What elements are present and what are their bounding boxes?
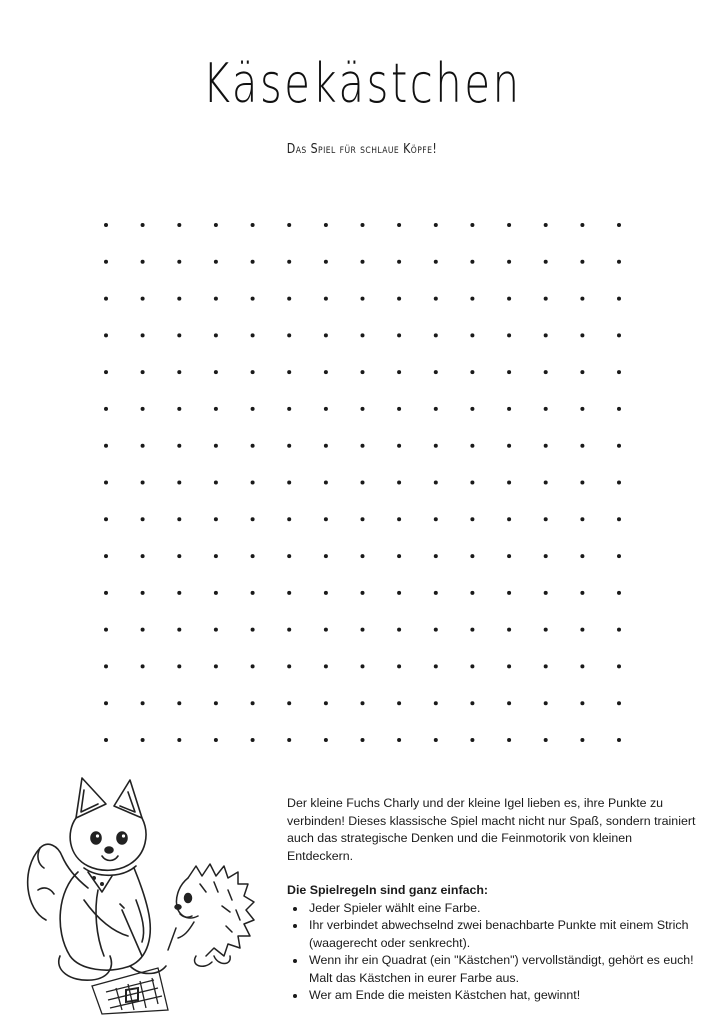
grid-dot[interactable] <box>434 701 438 705</box>
grid-dot[interactable] <box>397 481 401 485</box>
grid-dot[interactable] <box>287 517 291 521</box>
grid-dot[interactable] <box>470 444 474 448</box>
grid-dot[interactable] <box>361 664 365 668</box>
grid-dot[interactable] <box>177 333 181 337</box>
grid-dot[interactable] <box>434 444 438 448</box>
grid-dot[interactable] <box>104 664 108 668</box>
grid-dot[interactable] <box>580 260 584 264</box>
grid-dot[interactable] <box>324 444 328 448</box>
grid-dot[interactable] <box>507 370 511 374</box>
grid-dot[interactable] <box>141 223 145 227</box>
grid-dot[interactable] <box>434 297 438 301</box>
grid-dot[interactable] <box>434 370 438 374</box>
grid-dot[interactable] <box>580 370 584 374</box>
grid-dot[interactable] <box>214 370 218 374</box>
grid-dot[interactable] <box>214 407 218 411</box>
grid-dot[interactable] <box>617 333 621 337</box>
grid-dot[interactable] <box>507 664 511 668</box>
grid-dot[interactable] <box>470 628 474 632</box>
hedgehog-icon <box>168 864 254 966</box>
grid-dot[interactable] <box>470 370 474 374</box>
grid-dot[interactable] <box>104 370 108 374</box>
grid-dot[interactable] <box>104 628 108 632</box>
grid-dot[interactable] <box>287 370 291 374</box>
fox-icon <box>28 778 166 980</box>
grid-dot[interactable] <box>397 407 401 411</box>
grid-dot[interactable] <box>434 517 438 521</box>
grid-dot[interactable] <box>287 407 291 411</box>
grid-dot[interactable] <box>324 628 328 632</box>
grid-dot[interactable] <box>251 517 255 521</box>
grid-dot[interactable] <box>507 444 511 448</box>
rule-item: • Wer am Ende die meisten Kästchen hat, gewinnt! <box>307 987 697 1005</box>
grid-dot[interactable] <box>397 664 401 668</box>
grid-dot[interactable] <box>397 223 401 227</box>
grid-dot[interactable] <box>397 628 401 632</box>
grid-dot[interactable] <box>324 517 328 521</box>
grid-dot[interactable] <box>507 517 511 521</box>
grid-dot[interactable] <box>214 481 218 485</box>
grid-dot[interactable] <box>104 554 108 558</box>
grid-dot[interactable] <box>287 738 291 742</box>
grid-dot[interactable] <box>617 407 621 411</box>
grid-dot[interactable] <box>580 554 584 558</box>
grid-dot[interactable] <box>470 297 474 301</box>
grid-dot[interactable] <box>580 481 584 485</box>
grid-dot[interactable] <box>580 333 584 337</box>
grid-dot[interactable] <box>177 297 181 301</box>
grid-dot[interactable] <box>544 628 548 632</box>
grid-dot[interactable] <box>324 701 328 705</box>
grid-dot[interactable] <box>251 481 255 485</box>
grid-dot[interactable] <box>361 554 365 558</box>
grid-dot[interactable] <box>507 481 511 485</box>
grid-dot[interactable] <box>470 407 474 411</box>
grid-dot[interactable] <box>251 407 255 411</box>
grid-dot[interactable] <box>580 297 584 301</box>
grid-dot[interactable] <box>141 554 145 558</box>
grid-dot[interactable] <box>324 738 328 742</box>
page-subtitle: Das Spiel für schlaue Köpfe! <box>286 142 438 157</box>
grid-dot[interactable] <box>361 223 365 227</box>
grid-dot[interactable] <box>287 333 291 337</box>
grid-dot[interactable] <box>141 591 145 595</box>
grid-dot[interactable] <box>104 444 108 448</box>
grid-dot[interactable] <box>141 628 145 632</box>
grid-dot[interactable] <box>141 481 145 485</box>
grid-dot[interactable] <box>251 370 255 374</box>
rule-item: • Wenn ihr ein Quadrat (ein "Kästchen") vervollständigt, gehört es euch! Malt das Kästchen in eurer Farbe aus. <box>307 952 697 987</box>
grid-dot[interactable] <box>617 701 621 705</box>
grid-dot[interactable] <box>177 591 181 595</box>
grid-dot[interactable] <box>141 407 145 411</box>
grid-dot[interactable] <box>507 738 511 742</box>
grid-dot[interactable] <box>251 260 255 264</box>
grid-dot[interactable] <box>324 260 328 264</box>
grid-dot[interactable] <box>507 407 511 411</box>
grid-dot[interactable] <box>177 664 181 668</box>
grid-dot[interactable] <box>397 701 401 705</box>
grid-dot[interactable] <box>470 591 474 595</box>
grid-dot[interactable] <box>580 701 584 705</box>
grid-dot[interactable] <box>287 481 291 485</box>
grid-dot[interactable] <box>580 591 584 595</box>
grid-dot[interactable] <box>361 260 365 264</box>
rules-list <box>287 900 697 1005</box>
grid-dot[interactable] <box>251 628 255 632</box>
grid-dot[interactable] <box>251 444 255 448</box>
grid-dot[interactable] <box>544 517 548 521</box>
grid-dot[interactable] <box>141 664 145 668</box>
grid-dot[interactable] <box>544 481 548 485</box>
grid-dot[interactable] <box>397 370 401 374</box>
grid-dot[interactable] <box>544 223 548 227</box>
grid-dot[interactable] <box>251 738 255 742</box>
grid-dot[interactable] <box>544 664 548 668</box>
grid-dot[interactable] <box>177 554 181 558</box>
grid-dot[interactable] <box>324 407 328 411</box>
grid-dot[interactable] <box>617 591 621 595</box>
grid-dot[interactable] <box>324 333 328 337</box>
page-title: Käsekästchen <box>202 52 522 115</box>
grid-dot[interactable] <box>397 517 401 521</box>
grid-dot[interactable] <box>507 628 511 632</box>
rule-item: • Ihr verbindet abwechselnd zwei benachbarte Punkte mit einem Strich (waagerecht oder senkrecht). <box>307 917 697 952</box>
grid-dot[interactable] <box>214 628 218 632</box>
grid-dot[interactable] <box>141 517 145 521</box>
grid-dot[interactable] <box>507 223 511 227</box>
grid-dot[interactable] <box>544 297 548 301</box>
grid-dot[interactable] <box>507 554 511 558</box>
grid-dot[interactable] <box>544 260 548 264</box>
grid-dot[interactable] <box>434 591 438 595</box>
grid-dot[interactable] <box>214 260 218 264</box>
grid-dot[interactable] <box>251 664 255 668</box>
grid-dot[interactable] <box>434 628 438 632</box>
grid-dot[interactable] <box>507 260 511 264</box>
grid-dot[interactable] <box>324 370 328 374</box>
grid-dot[interactable] <box>287 554 291 558</box>
grid-dot[interactable] <box>617 664 621 668</box>
grid-dot[interactable] <box>141 260 145 264</box>
grid-dot[interactable] <box>177 260 181 264</box>
paper-sheet-icon <box>92 968 168 1014</box>
grid-dot[interactable] <box>470 517 474 521</box>
grid-dot[interactable] <box>324 591 328 595</box>
grid-dot[interactable] <box>104 701 108 705</box>
grid-dot[interactable] <box>397 591 401 595</box>
grid-dot[interactable] <box>361 407 365 411</box>
grid-dot[interactable] <box>361 370 365 374</box>
grid-dot[interactable] <box>141 333 145 337</box>
grid-dot[interactable] <box>507 701 511 705</box>
grid-dot[interactable] <box>617 628 621 632</box>
grid-dot[interactable] <box>251 223 255 227</box>
grid-dot[interactable] <box>434 223 438 227</box>
grid-dot[interactable] <box>177 370 181 374</box>
grid-dot[interactable] <box>580 407 584 411</box>
rule-item: • Jeder Spieler wählt eine Farbe. <box>307 900 697 918</box>
grid-dot[interactable] <box>361 297 365 301</box>
grid-dot[interactable] <box>507 297 511 301</box>
grid-dot[interactable] <box>287 260 291 264</box>
grid-dot[interactable] <box>507 333 511 337</box>
grid-dot[interactable] <box>544 591 548 595</box>
grid-dot[interactable] <box>141 370 145 374</box>
grid-dot[interactable] <box>214 738 218 742</box>
grid-dot[interactable] <box>104 738 108 742</box>
grid-dot[interactable] <box>104 591 108 595</box>
grid-dot[interactable] <box>324 481 328 485</box>
grid-dot[interactable] <box>470 738 474 742</box>
grid-dot[interactable] <box>617 297 621 301</box>
grid-dot[interactable] <box>397 554 401 558</box>
grid-dot[interactable] <box>580 738 584 742</box>
grid-dot[interactable] <box>544 333 548 337</box>
grid-dot[interactable] <box>361 701 365 705</box>
grid-dot[interactable] <box>251 701 255 705</box>
grid-dot[interactable] <box>580 444 584 448</box>
grid-dot[interactable] <box>361 517 365 521</box>
grid-dot[interactable] <box>470 701 474 705</box>
grid-dot[interactable] <box>544 444 548 448</box>
grid-dot[interactable] <box>104 297 108 301</box>
grid-dot[interactable] <box>580 223 584 227</box>
grid-dot[interactable] <box>544 407 548 411</box>
text-block <box>287 795 697 1005</box>
grid-dot[interactable] <box>544 701 548 705</box>
grid-dot[interactable] <box>397 333 401 337</box>
grid-dot[interactable] <box>434 481 438 485</box>
grid-dot[interactable] <box>361 738 365 742</box>
grid-dot[interactable] <box>434 260 438 264</box>
grid-dot[interactable] <box>397 444 401 448</box>
grid-dot[interactable] <box>287 701 291 705</box>
grid-dot[interactable] <box>580 628 584 632</box>
grid-dot[interactable] <box>470 333 474 337</box>
grid-dot[interactable] <box>287 591 291 595</box>
grid-dot[interactable] <box>177 628 181 632</box>
grid-dot[interactable] <box>361 444 365 448</box>
grid-dot[interactable] <box>544 738 548 742</box>
grid-dot[interactable] <box>141 444 145 448</box>
grid-dot[interactable] <box>287 297 291 301</box>
grid-dot[interactable] <box>397 260 401 264</box>
grid-dot[interactable] <box>177 407 181 411</box>
grid-dot[interactable] <box>434 333 438 337</box>
grid-dot[interactable] <box>361 591 365 595</box>
grid-dot[interactable] <box>397 738 401 742</box>
grid-dot[interactable] <box>361 333 365 337</box>
grid-dot[interactable] <box>287 628 291 632</box>
grid-dot[interactable] <box>580 664 584 668</box>
grid-dot[interactable] <box>434 554 438 558</box>
grid-dot[interactable] <box>470 481 474 485</box>
grid-dot[interactable] <box>617 444 621 448</box>
fox-and-hedgehog-illustration <box>18 760 268 1015</box>
grid-dot[interactable] <box>251 554 255 558</box>
grid-dot[interactable] <box>214 333 218 337</box>
grid-dot[interactable] <box>177 701 181 705</box>
grid-dot[interactable] <box>324 223 328 227</box>
grid-dot[interactable] <box>324 554 328 558</box>
grid-dot[interactable] <box>470 260 474 264</box>
grid-dot[interactable] <box>361 628 365 632</box>
grid-dot[interactable] <box>177 444 181 448</box>
grid-dot[interactable] <box>470 664 474 668</box>
grid-dot[interactable] <box>287 223 291 227</box>
grid-dot[interactable] <box>104 517 108 521</box>
rules-heading: Die Spielregeln sind ganz einfach: <box>287 883 489 897</box>
grid-dot[interactable] <box>434 407 438 411</box>
grid-dot[interactable] <box>141 701 145 705</box>
grid-dot[interactable] <box>177 517 181 521</box>
grid-dot[interactable] <box>214 701 218 705</box>
grid-dot[interactable] <box>617 554 621 558</box>
grid-dot[interactable] <box>214 554 218 558</box>
grid-dot[interactable] <box>251 297 255 301</box>
grid-dot[interactable] <box>580 517 584 521</box>
grid-dot[interactable] <box>177 223 181 227</box>
grid-dot[interactable] <box>397 297 401 301</box>
grid-dot[interactable] <box>214 223 218 227</box>
grid-dot[interactable] <box>507 591 511 595</box>
grid-dot[interactable] <box>104 481 108 485</box>
grid-dot[interactable] <box>177 481 181 485</box>
grid-dot[interactable] <box>104 260 108 264</box>
grid-dot[interactable] <box>287 664 291 668</box>
grid-dot[interactable] <box>617 738 621 742</box>
intro-paragraph: Der kleine Fuchs Charly und der kleine Igel lieben es, ihre Punkte zu verbinden! Dieses klassische Spiel macht nicht nur Spaß, sondern trainiert auch das strategische Denken und die Feinmotorik von kleinen Entdeckern. <box>287 796 696 863</box>
grid-dot[interactable] <box>617 223 621 227</box>
grid-dot[interactable] <box>251 591 255 595</box>
grid-dot[interactable] <box>470 223 474 227</box>
grid-dot[interactable] <box>361 481 365 485</box>
grid-dot[interactable] <box>141 297 145 301</box>
grid-dot[interactable] <box>617 517 621 521</box>
grid-dot[interactable] <box>214 517 218 521</box>
grid-dot[interactable] <box>104 333 108 337</box>
grid-dot[interactable] <box>287 444 291 448</box>
grid-dot[interactable] <box>544 370 548 374</box>
grid-dot[interactable] <box>434 664 438 668</box>
grid-dot[interactable] <box>544 554 548 558</box>
grid-dot[interactable] <box>104 407 108 411</box>
grid-dot[interactable] <box>104 223 108 227</box>
grid-dot[interactable] <box>251 333 255 337</box>
grid-dot[interactable] <box>617 481 621 485</box>
grid-dot[interactable] <box>214 444 218 448</box>
grid-dot[interactable] <box>617 260 621 264</box>
grid-dot[interactable] <box>617 370 621 374</box>
grid-dot[interactable] <box>214 297 218 301</box>
grid-dot[interactable] <box>214 664 218 668</box>
grid-dot[interactable] <box>434 738 438 742</box>
grid-dot[interactable] <box>141 738 145 742</box>
grid-dot[interactable] <box>324 297 328 301</box>
grid-dot[interactable] <box>470 554 474 558</box>
grid-dot[interactable] <box>324 664 328 668</box>
grid-dot[interactable] <box>177 738 181 742</box>
grid-dot[interactable] <box>214 591 218 595</box>
